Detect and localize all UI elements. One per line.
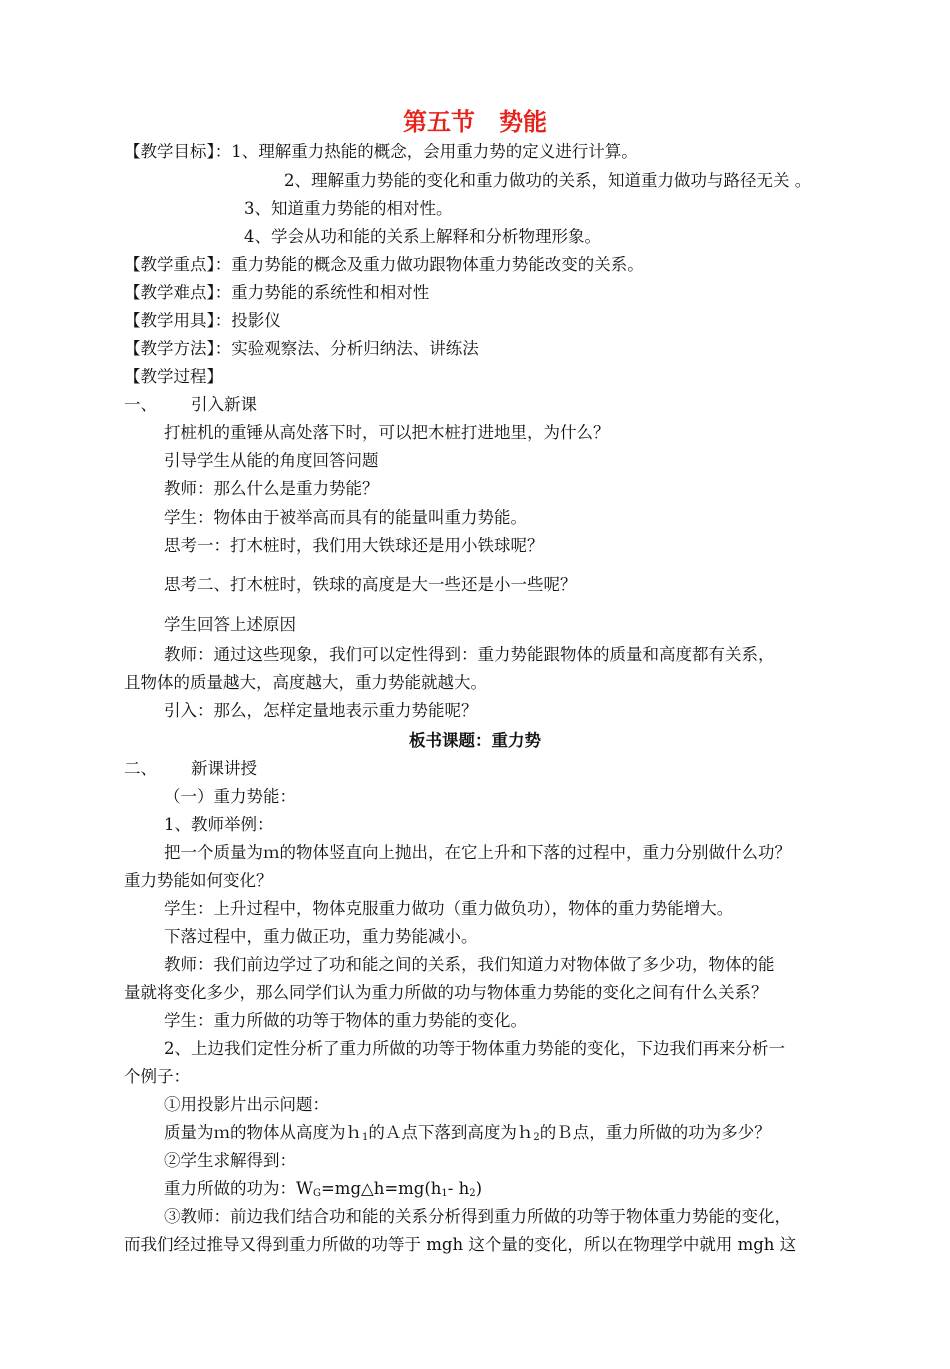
board-title: 板书课题：重力势 bbox=[409, 731, 541, 750]
section2-title: 新课讲授 bbox=[191, 759, 257, 778]
formula-mid: =mg△h=mg(h bbox=[320, 1179, 442, 1198]
objective-item-3: 3、知道重力势能的相对性。 bbox=[244, 199, 453, 218]
formula-sub-2: 2 bbox=[469, 1188, 476, 1199]
section2-line-10: 2、上边我们定性分析了重力所做的功等于物体重力势能的变化，下边我们再来分析一 bbox=[164, 1039, 785, 1058]
section1-line-3: 教师：那么什么是重力势能？ bbox=[164, 479, 379, 498]
section1-heading bbox=[124, 394, 257, 416]
solve-line: ②学生求解得到： bbox=[164, 1151, 296, 1170]
key-point-label: 【教学重点】 bbox=[124, 255, 215, 274]
formula-dash: - h bbox=[447, 1179, 470, 1198]
methods-text: ：实验观察法、分析归纳法、讲练法 bbox=[214, 339, 479, 358]
section2-heading bbox=[124, 758, 257, 780]
objective-item-4: 4、学会从功和能的关系上解释和分析物理形象。 bbox=[244, 227, 601, 246]
section2-number: 二、 bbox=[124, 759, 157, 778]
tools-text: ：投影仪 bbox=[214, 311, 281, 330]
tail-line-2: 而我们经过推导又得到重力所做的功等于 mgh 这个量的变化，所以在物理学中就用 mgh 这 bbox=[124, 1235, 797, 1254]
section1-line-8: 教师：通过这些现象，我们可以定性得到：重力势能跟物体的质量和高度都有关系， bbox=[164, 645, 775, 664]
formula-end: ) bbox=[475, 1179, 483, 1198]
formula-prefix: 重力所做的功为：W bbox=[164, 1179, 313, 1198]
process-label: 【教学过程】 bbox=[124, 367, 223, 386]
difficulty-label: 【教学难点】 bbox=[124, 283, 215, 302]
objective-item-1: ：1、理解重力热能的概念，会用重力势的定义进行计算。 bbox=[214, 142, 638, 161]
section1-line-1: 打桩机的重锤从高处落下时，可以把木桩打进地里，为什么？ bbox=[164, 423, 610, 442]
problem-sub-2: 2 bbox=[533, 1132, 540, 1143]
section2-line-6: 下落过程中，重力做正功，重力势能减小。 bbox=[164, 927, 478, 946]
section1-number: 一、 bbox=[124, 395, 157, 414]
section2-line-1: （一）重力势能： bbox=[164, 787, 296, 806]
problem-text-3: 的Ｂ点，重力所做的功为多少？ bbox=[539, 1123, 771, 1142]
problem-text-2: 的Ａ点下落到高度为ｈ bbox=[368, 1123, 534, 1142]
methods-line bbox=[124, 338, 479, 360]
problem-text-1: 质量为ｍ的物体从高度为ｈ bbox=[164, 1123, 362, 1142]
section2-line-5: 学生：上升过程中，物体克服重力做功（重力做负功），物体的重力势能增大。 bbox=[164, 899, 734, 918]
work-formula bbox=[164, 1178, 482, 1205]
key-point-text: ：重力势能的概念及重力做功跟物体重力势能改变的关系。 bbox=[214, 255, 644, 274]
section1-line-5: 思考一：打木桩时，我们用大铁球还是用小铁球呢？ bbox=[164, 536, 544, 555]
objectives-line-1 bbox=[124, 141, 638, 163]
section2-line-8: 量就将变化多少，那么同学们认为重力所做的功与物体重力势能的变化之间有什么关系？ bbox=[124, 983, 768, 1002]
page-title: 第五节 势能 bbox=[403, 108, 547, 136]
difficulty-text: ：重力势能的系统性和相对性 bbox=[214, 283, 430, 302]
section1-line-9: 且物体的质量越大，高度越大，重力势能就越大。 bbox=[124, 673, 487, 692]
section2-line-7: 教师：我们前边学过了功和能之间的关系，我们知道力对物体做了多少功，物体的能 bbox=[164, 955, 775, 974]
formula-sub-g: G bbox=[312, 1188, 321, 1199]
difficulty-line bbox=[124, 282, 429, 304]
objectives-label: 【教学目标】 bbox=[124, 142, 215, 161]
section1-line-10: 引入：那么，怎样定量地表示重力势能呢？ bbox=[164, 701, 478, 720]
section1-title: 引入新课 bbox=[191, 395, 257, 414]
section1-line-4: 学生：物体由于被举高而具有的能量叫重力势能。 bbox=[164, 508, 527, 527]
tail-line-1: ③教师：前边我们结合功和能的关系分析得到重力所做的功等于物体重力势能的变化， bbox=[164, 1207, 791, 1226]
objective-item-2: 2、理解重力势能的变化和重力做功的关系，知道重力做功与路径无关 。 bbox=[284, 171, 812, 190]
problem-sub-1: 1 bbox=[362, 1132, 369, 1143]
section1-line-6: 思考二、打木桩时，铁球的高度是大一些还是小一些呢？ bbox=[164, 575, 577, 594]
tools-label: 【教学用具】 bbox=[124, 311, 215, 330]
section2-line-11: 个例子： bbox=[124, 1067, 190, 1086]
problem-statement bbox=[164, 1122, 771, 1149]
formula-sub-1: 1 bbox=[441, 1188, 448, 1199]
section1-line-7: 学生回答上述原因 bbox=[164, 615, 296, 634]
section2-line-4: 重力势能如何变化？ bbox=[124, 871, 273, 890]
tools-line bbox=[124, 310, 281, 332]
section2-line-2: 1、教师举例： bbox=[164, 815, 274, 834]
key-point-line bbox=[124, 254, 644, 276]
section2-line-12: ①用投影片出示问题： bbox=[164, 1095, 329, 1114]
methods-label: 【教学方法】 bbox=[124, 339, 215, 358]
section2-line-3: 把一个质量为ｍ的物体竖直向上抛出，在它上升和下落的过程中，重力分别做什么功？ bbox=[164, 843, 791, 862]
section1-line-2: 引导学生从能的角度回答问题 bbox=[164, 451, 379, 470]
section2-line-9: 学生：重力所做的功等于物体的重力势能的变化。 bbox=[164, 1011, 527, 1030]
